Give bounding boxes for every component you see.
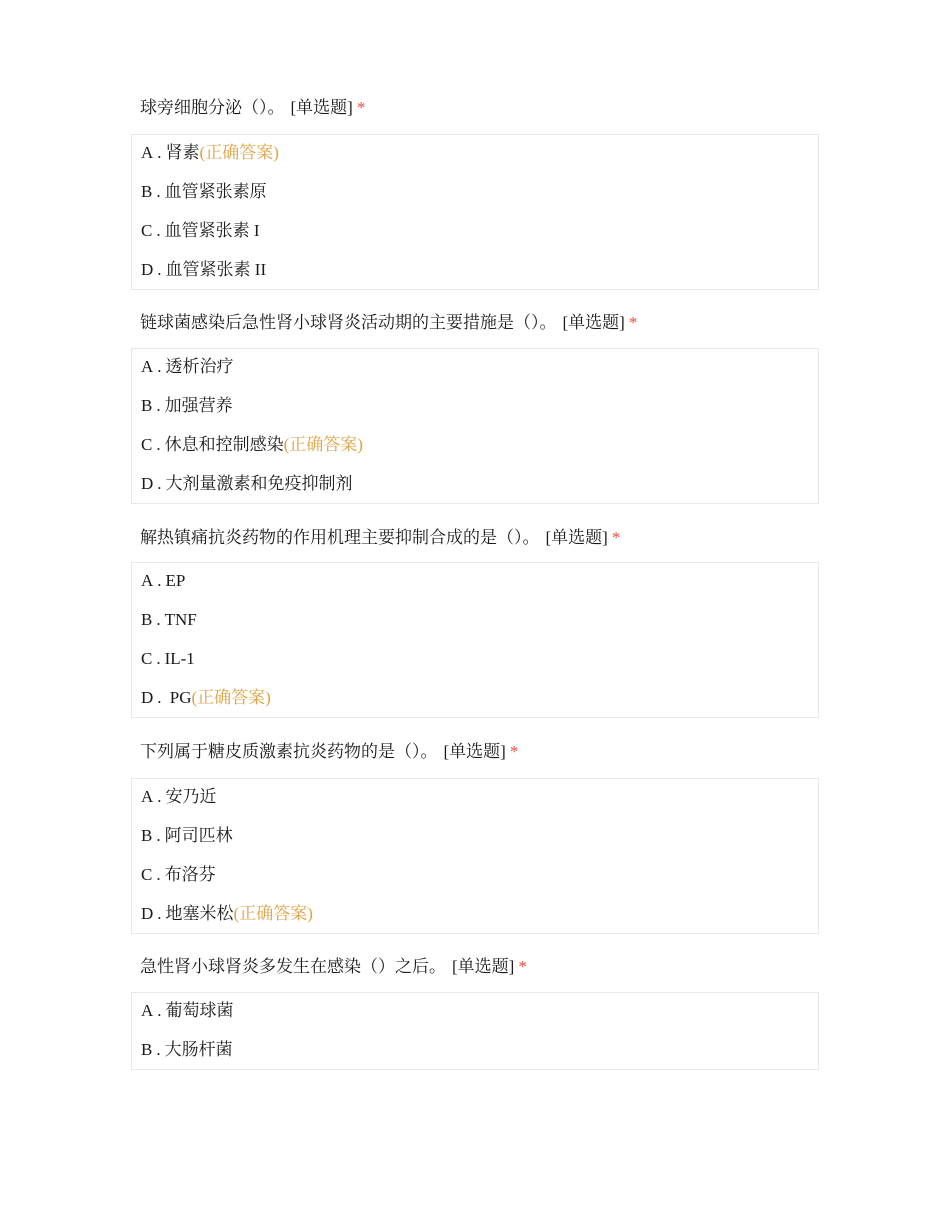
question-type: [单选题] <box>290 98 353 117</box>
option-letter: A <box>141 571 154 590</box>
option-a[interactable]: A . 透析治疗 <box>141 357 234 376</box>
question-title <box>140 97 365 119</box>
option-a[interactable]: A . EP <box>141 571 186 590</box>
required-mark: * <box>611 528 621 547</box>
option-c[interactable]: C . 血管紧张素 I <box>141 221 260 240</box>
options-box <box>131 562 819 718</box>
option-text: 地塞米松 <box>165 904 234 923</box>
option-b[interactable]: B . 血管紧张素原 <box>141 182 267 201</box>
option-d[interactable]: D . PG(正确答案) <box>141 688 271 707</box>
correct-answer-mark: (正确答案) <box>283 435 363 454</box>
question-title <box>140 956 527 978</box>
option-text: EP <box>165 571 186 590</box>
option-letter: B <box>141 1040 153 1059</box>
option-d[interactable]: D . 血管紧张素 II <box>141 260 267 279</box>
question-text: 球旁细胞分泌（）。 <box>140 98 285 117</box>
option-letter: B <box>141 610 153 629</box>
option-text: 血管紧张素 I <box>164 221 260 240</box>
option-letter: D <box>141 688 154 707</box>
option-text: 血管紧张素 II <box>165 260 267 279</box>
question-title <box>140 527 620 549</box>
option-b[interactable]: B . 加强营养 <box>141 396 233 415</box>
option-text: 大肠杆菌 <box>164 1040 233 1059</box>
option-b[interactable]: B . TNF <box>141 610 197 629</box>
option-letter: A <box>141 1001 154 1020</box>
options-box <box>131 778 819 934</box>
option-text: 葡萄球菌 <box>165 1001 234 1020</box>
correct-answer-mark: (正确答案) <box>191 688 271 707</box>
required-mark: * <box>509 742 519 761</box>
question-text: 链球菌感染后急性肾小球肾炎活动期的主要措施是（）。 <box>140 313 557 332</box>
option-letter: D <box>141 474 154 493</box>
options-box <box>131 992 819 1070</box>
option-letter: A <box>141 787 154 806</box>
options-box <box>131 134 819 290</box>
options-box <box>131 348 819 504</box>
question-type: [单选题] <box>562 313 625 332</box>
correct-answer-mark: (正确答案) <box>233 904 313 923</box>
option-text: 阿司匹林 <box>164 826 233 845</box>
option-letter: A <box>141 357 154 376</box>
option-c[interactable]: C . IL-1 <box>141 649 195 668</box>
option-text: 大剂量激素和免疫抑制剂 <box>165 474 353 493</box>
option-text: PG <box>165 688 192 707</box>
option-text: 透析治疗 <box>165 357 234 376</box>
option-text: 布洛芬 <box>164 865 216 884</box>
option-text: 休息和控制感染 <box>164 435 284 454</box>
question-text: 解热镇痛抗炎药物的作用机理主要抑制合成的是（）。 <box>140 528 540 547</box>
option-c[interactable]: C . 布洛芬 <box>141 865 216 884</box>
required-mark: * <box>356 98 366 117</box>
question-title <box>140 312 637 334</box>
question-text: 下列属于糖皮质激素抗炎药物的是（）。 <box>140 742 438 761</box>
option-text: 安乃近 <box>165 787 217 806</box>
correct-answer-mark: (正确答案) <box>199 143 279 162</box>
option-a[interactable]: A . 肾素(正确答案) <box>141 143 279 162</box>
required-mark: * <box>518 957 527 976</box>
question-title <box>140 741 518 763</box>
option-a[interactable]: A . 安乃近 <box>141 787 217 806</box>
option-letter: D <box>141 260 154 279</box>
option-letter: B <box>141 826 153 845</box>
option-text: IL-1 <box>164 649 195 668</box>
option-text: 肾素 <box>165 143 200 162</box>
required-mark: * <box>628 313 638 332</box>
option-letter: C <box>141 649 153 668</box>
option-text: 加强营养 <box>164 396 233 415</box>
option-text: TNF <box>164 610 197 629</box>
question-type: [单选题] <box>443 742 506 761</box>
option-letter: B <box>141 182 153 201</box>
option-letter: B <box>141 396 153 415</box>
option-letter: D <box>141 904 154 923</box>
question-type: [单选题] <box>452 957 515 976</box>
option-a[interactable]: A . 葡萄球菌 <box>141 1001 234 1020</box>
option-letter: A <box>141 143 154 162</box>
option-d[interactable]: D . 地塞米松(正确答案) <box>141 904 313 923</box>
option-b[interactable]: B . 大肠杆菌 <box>141 1040 233 1059</box>
option-letter: C <box>141 435 153 454</box>
option-text: 血管紧张素原 <box>164 182 267 201</box>
question-text: 急性肾小球肾炎多发生在感染（）之后。 <box>140 957 446 976</box>
option-b[interactable]: B . 阿司匹林 <box>141 826 233 845</box>
question-type: [单选题] <box>545 528 608 547</box>
option-c[interactable]: C . 休息和控制感染(正确答案) <box>141 435 363 454</box>
option-letter: C <box>141 221 153 240</box>
option-letter: C <box>141 865 153 884</box>
option-d[interactable]: D . 大剂量激素和免疫抑制剂 <box>141 474 353 493</box>
